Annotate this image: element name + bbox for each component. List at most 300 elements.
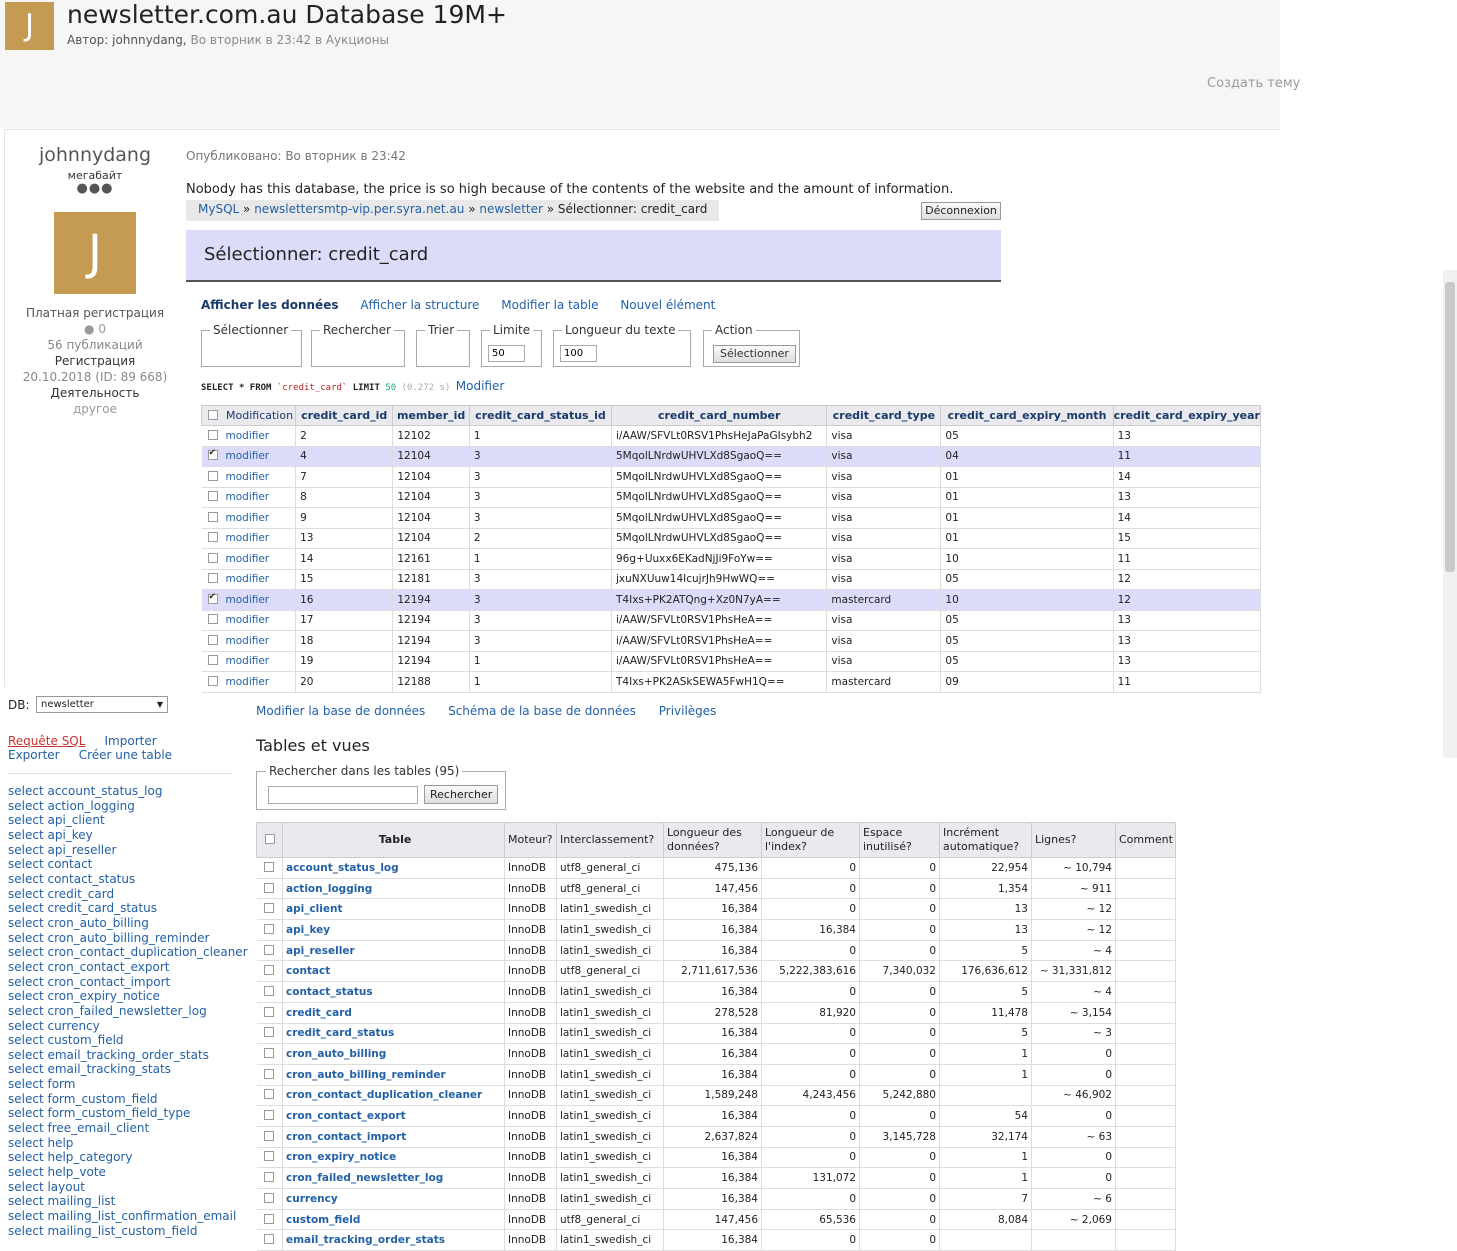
row-checkbox[interactable] xyxy=(264,1069,274,1079)
sidebar-table-link[interactable]: select cron_contact_duplication_cleaner xyxy=(8,945,248,960)
row-select-cell xyxy=(202,631,296,652)
row-modify-link[interactable]: modifier xyxy=(225,532,270,545)
table-cell: 13 xyxy=(1113,487,1260,508)
table-name-link[interactable]: cron_failed_newsletter_log xyxy=(283,1168,505,1189)
table-cell: 12104 xyxy=(393,487,470,508)
table-cell: i/AAW/SFVLt0RSV1PhsHeA== xyxy=(612,610,827,631)
table-cell: 0 xyxy=(860,1023,940,1044)
sidebar-table-link[interactable]: select api_key xyxy=(8,827,93,842)
table-cell: 65,536 xyxy=(762,1209,860,1230)
table-cell: 9 xyxy=(296,508,393,529)
table-cell: InnoDB xyxy=(505,899,557,920)
column-header[interactable]: Comment xyxy=(1116,823,1176,858)
row-modify-link[interactable]: modifier xyxy=(225,552,270,565)
sidebar-table-link[interactable]: select help xyxy=(8,1135,74,1150)
row-checkbox[interactable] xyxy=(264,903,274,913)
table-cell: InnoDB xyxy=(505,1147,557,1168)
table-row xyxy=(202,508,1261,529)
sidebar-table-link[interactable]: select custom_field xyxy=(8,1033,124,1048)
comment-cell xyxy=(1116,920,1176,941)
table-cell: 0 xyxy=(762,1044,860,1065)
table-cell: 01 xyxy=(941,467,1113,488)
comment-cell xyxy=(1116,1168,1176,1189)
create-table-link[interactable]: Créer une table xyxy=(78,748,173,762)
table-cell: 1 xyxy=(940,1168,1032,1189)
table-row xyxy=(257,1085,1176,1106)
table-cell: 12161 xyxy=(393,549,470,570)
rank-dots: ●●● xyxy=(76,181,114,196)
table-cell: 0 xyxy=(860,1044,940,1065)
column-header[interactable]: Longueur de l'index? xyxy=(762,823,860,858)
comment-cell xyxy=(1116,1044,1176,1065)
table-cell: InnoDB xyxy=(505,1044,557,1065)
table-name-link[interactable]: cron_contact_import xyxy=(283,1126,505,1147)
table-name-link[interactable]: action_logging xyxy=(283,878,505,899)
sidebar-table-link[interactable]: select email_tracking_order_stats xyxy=(8,1047,209,1062)
select-submit-button[interactable]: Sélectionner xyxy=(713,345,796,363)
column-header[interactable]: Incrément automatique? xyxy=(940,823,1032,858)
table-cell: 1 xyxy=(469,672,611,693)
sort-fieldset[interactable] xyxy=(416,323,470,367)
column-header[interactable]: credit_card_type xyxy=(827,406,941,426)
table-cell: 5 xyxy=(940,982,1032,1003)
row-select-cell xyxy=(202,549,296,570)
row-select-cell xyxy=(202,610,296,631)
table-cell: 17 xyxy=(296,610,393,631)
table-row xyxy=(257,1126,1176,1147)
comment-cell xyxy=(1116,1147,1176,1168)
column-header[interactable]: member_id xyxy=(393,406,470,426)
table-cell: 1 xyxy=(469,651,611,672)
table-cell: 5MqolLNrdwUHVLXd8SgaoQ== xyxy=(612,528,827,549)
text-length-fieldset xyxy=(553,323,691,367)
table-cell: 0 xyxy=(860,1209,940,1230)
table-cell: utf8_general_ci xyxy=(557,961,664,982)
table-cell: 0 xyxy=(860,1189,940,1210)
column-header[interactable]: Espace inutilisé? xyxy=(860,823,940,858)
chevron-down-icon: ▼ xyxy=(156,700,163,709)
table-cell: ~ 3 xyxy=(1032,1023,1116,1044)
row-checkbox[interactable] xyxy=(264,1172,274,1182)
table-cell: latin1_swedish_ci xyxy=(557,1168,664,1189)
table-name-link[interactable]: email_tracking_order_stats xyxy=(283,1230,505,1251)
row-modify-link[interactable]: modifier xyxy=(225,450,270,463)
column-header[interactable]: credit_card_expiry_month xyxy=(941,406,1113,426)
row-checkbox[interactable] xyxy=(264,945,274,955)
table-header-row xyxy=(202,406,1261,426)
sidebar-table-link[interactable]: select cron_auto_billing_reminder xyxy=(8,930,210,945)
table-name-link[interactable]: account_status_log xyxy=(283,858,505,879)
table-name-link[interactable]: cron_contact_duplication_cleaner xyxy=(283,1085,505,1106)
table-cell: 5,242,880 xyxy=(860,1085,940,1106)
tab-show-data[interactable]: Afficher les données xyxy=(201,298,339,312)
comment-cell xyxy=(1116,1189,1176,1210)
row-checkbox[interactable] xyxy=(264,1193,274,1203)
crumb-db[interactable]: newsletter xyxy=(479,202,543,216)
table-header-row xyxy=(257,823,1176,858)
table-cell: 0 xyxy=(762,858,860,879)
sidebar-table-link[interactable]: select mailing_list_confirmation_email xyxy=(8,1209,237,1224)
table-cell: 96g+Uuxx6EKadNjJi9FoYw== xyxy=(612,549,827,570)
scrollbar-thumb[interactable] xyxy=(1445,282,1455,572)
sidebar-table-link[interactable]: select mailing_list xyxy=(8,1194,116,1209)
sidebar-table-link[interactable]: select contact xyxy=(8,857,93,872)
table-row xyxy=(257,920,1176,941)
row-checkbox[interactable] xyxy=(208,430,218,440)
sql-modify-link[interactable]: Modifier xyxy=(455,379,505,393)
table-cell: latin1_swedish_ci xyxy=(557,982,664,1003)
table-cell: ~ 4 xyxy=(1032,940,1116,961)
limit-input[interactable] xyxy=(488,345,525,362)
sidebar-table-link[interactable]: select email_tracking_stats xyxy=(8,1062,171,1077)
db-label: DB: xyxy=(8,698,30,712)
table-row xyxy=(202,610,1261,631)
table-cell: utf8_general_ci xyxy=(557,1209,664,1230)
table-cell: i/AAW/SFVLt0RSV1PhsHeA== xyxy=(612,631,827,652)
table-name-link[interactable]: api_client xyxy=(283,899,505,920)
row-modify-link[interactable]: modifier xyxy=(225,429,270,442)
table-cell: ~ 12 xyxy=(1032,920,1116,941)
table-cell: utf8_general_ci xyxy=(557,878,664,899)
sql-time: (0.272 s) xyxy=(401,383,451,393)
table-cell: 16,384 xyxy=(664,1147,762,1168)
row-select-cell xyxy=(257,1189,283,1210)
table-cell: latin1_swedish_ci xyxy=(557,1126,664,1147)
fieldset-legend[interactable]: Trier xyxy=(425,323,457,337)
table-cell: 2,711,617,536 xyxy=(664,961,762,982)
db-select[interactable] xyxy=(36,696,168,713)
row-checkbox[interactable] xyxy=(208,512,218,522)
row-checkbox[interactable] xyxy=(264,883,274,893)
row-select-cell xyxy=(257,1106,283,1127)
select-fieldset[interactable] xyxy=(201,323,302,367)
table-tabs xyxy=(201,298,733,312)
sql-keyword: FROM xyxy=(249,383,272,393)
table-cell: 0 xyxy=(860,878,940,899)
table-name-link[interactable]: credit_card xyxy=(283,1002,505,1023)
table-cell: 7 xyxy=(296,467,393,488)
row-checkbox[interactable] xyxy=(264,1110,274,1120)
profile-avatar[interactable]: J xyxy=(54,212,136,294)
row-checkbox[interactable] xyxy=(208,594,218,604)
row-modify-link[interactable]: modifier xyxy=(225,634,270,647)
table-row xyxy=(257,899,1176,920)
table-cell: InnoDB xyxy=(505,1230,557,1251)
sidebar-table-link[interactable]: select cron_expiry_notice xyxy=(8,989,160,1004)
topic-posted: Во вторник в 23:42 в Аукционы xyxy=(190,33,390,47)
table-name-link[interactable]: cron_contact_export xyxy=(283,1106,505,1127)
table-cell: 12 xyxy=(1113,590,1260,611)
row-select-cell xyxy=(257,878,283,899)
table-cell: 3 xyxy=(469,467,611,488)
tab-new-item[interactable]: Nouvel élément xyxy=(620,298,716,312)
search-fieldset[interactable] xyxy=(311,323,405,367)
table-cell: 11 xyxy=(1113,672,1260,693)
table-cell: InnoDB xyxy=(505,1189,557,1210)
sidebar-table-link[interactable]: select form_custom_field xyxy=(8,1091,158,1106)
table-row xyxy=(257,858,1176,879)
table-cell: 0 xyxy=(762,982,860,1003)
table-cell: visa xyxy=(827,467,941,488)
row-checkbox[interactable] xyxy=(208,450,218,460)
post-text: Nobody has this database, the price is so high because of the contents of the website and the amount of information. xyxy=(186,182,954,197)
sidebar-table-link[interactable]: select cron_failed_newsletter_log xyxy=(8,1003,207,1018)
row-checkbox[interactable] xyxy=(264,1027,274,1037)
sidebar-table-link[interactable]: select help_category xyxy=(8,1150,133,1165)
database-schema-link[interactable]: Schéma de la base de données xyxy=(448,704,636,718)
table-cell: visa xyxy=(827,631,941,652)
table-cell: 05 xyxy=(941,651,1113,672)
table-cell: T4Ixs+PK2ATQng+Xz0N7yA== xyxy=(612,590,827,611)
row-checkbox[interactable] xyxy=(264,1131,274,1141)
column-header[interactable]: Table xyxy=(283,823,505,858)
row-checkbox[interactable] xyxy=(264,1234,274,1244)
table-cell xyxy=(1032,1230,1116,1251)
sidebar-table-link[interactable]: select free_email_client xyxy=(8,1121,150,1136)
sidebar-table-link[interactable]: select help_vote xyxy=(8,1165,106,1180)
crumb-server[interactable]: newslettersmtp-vip.per.syra.net.au xyxy=(254,202,465,216)
table-cell: 2 xyxy=(296,426,393,447)
text-length-input[interactable] xyxy=(560,345,597,362)
sidebar-table-link[interactable]: select mailing_list_custom_field xyxy=(8,1223,198,1238)
table-cell: 3 xyxy=(469,446,611,467)
author-avatar[interactable]: J xyxy=(5,2,54,50)
table-name-link[interactable]: credit_card_status xyxy=(283,1023,505,1044)
comment-cell xyxy=(1116,1085,1176,1106)
select-all-checkbox[interactable] xyxy=(208,410,218,420)
table-cell: visa xyxy=(827,528,941,549)
table-cell: 0 xyxy=(860,920,940,941)
sidebar-table-link[interactable]: select api_client xyxy=(8,813,105,828)
row-checkbox[interactable] xyxy=(208,635,218,645)
sidebar-table-link[interactable]: select form_custom_field_type xyxy=(8,1106,191,1121)
select-all-cell xyxy=(257,823,283,858)
sidebar-table-link[interactable]: select credit_card_status xyxy=(8,901,157,916)
sidebar-table-link[interactable]: select credit_card xyxy=(8,886,115,901)
privileges-link[interactable]: Privilèges xyxy=(658,704,717,718)
table-cell: 12194 xyxy=(393,631,470,652)
table-cell: latin1_swedish_ci xyxy=(557,1189,664,1210)
table-cell: 32,174 xyxy=(940,1126,1032,1147)
sql-number: 50 xyxy=(385,383,397,393)
column-header[interactable]: Longueur des données? xyxy=(664,823,762,858)
sidebar-table-link[interactable]: select api_reseller xyxy=(8,842,117,857)
table-cell: 2 xyxy=(469,528,611,549)
table-row xyxy=(257,961,1176,982)
sidebar-table-link[interactable]: select form xyxy=(8,1077,76,1092)
row-select-cell xyxy=(257,982,283,1003)
table-cell: 16,384 xyxy=(664,899,762,920)
row-checkbox[interactable] xyxy=(208,553,218,563)
table-name-link[interactable]: contact_status xyxy=(283,982,505,1003)
scrollbar[interactable] xyxy=(1443,270,1457,758)
table-cell: 176,636,612 xyxy=(940,961,1032,982)
column-header[interactable]: Lignes? xyxy=(1032,823,1116,858)
comment-cell xyxy=(1116,1002,1176,1023)
author-prefix: Автор: xyxy=(67,33,109,47)
table-cell: 12181 xyxy=(393,569,470,590)
row-select-cell xyxy=(202,590,296,611)
row-checkbox[interactable] xyxy=(208,532,218,542)
column-header[interactable]: credit_card_id xyxy=(296,406,393,426)
sidebar-table-link[interactable]: select account_status_log xyxy=(8,784,163,798)
row-select-cell xyxy=(257,1209,283,1230)
column-header[interactable] xyxy=(202,406,296,426)
comment-cell xyxy=(1116,982,1176,1003)
table-cell: ~ 10,794 xyxy=(1032,858,1116,879)
sidebar-table-link[interactable]: select action_logging xyxy=(8,798,135,813)
table-cell: 05 xyxy=(941,610,1113,631)
import-link[interactable]: Importer xyxy=(104,734,157,748)
row-checkbox[interactable] xyxy=(264,924,274,934)
table-cell: latin1_swedish_ci xyxy=(557,1002,664,1023)
fieldset-legend[interactable]: Sélectionner xyxy=(210,323,291,337)
table-cell: 0 xyxy=(860,1230,940,1251)
tab-alter-table[interactable]: Modifier la table xyxy=(501,298,599,312)
row-modify-link[interactable]: modifier xyxy=(225,614,270,627)
row-checkbox[interactable] xyxy=(208,676,218,686)
row-checkbox[interactable] xyxy=(264,986,274,996)
row-modify-link[interactable]: modifier xyxy=(225,675,270,688)
table-name-link[interactable]: api_key xyxy=(283,920,505,941)
column-header[interactable]: Moteur? xyxy=(505,823,557,858)
row-checkbox[interactable] xyxy=(264,1007,274,1017)
table-row xyxy=(202,426,1261,447)
profile-name[interactable]: johnnydang xyxy=(38,144,152,166)
table-cell: 0 xyxy=(762,899,860,920)
crumb-current: Sélectionner: credit_card xyxy=(557,202,708,216)
topic-title: newsletter.com.au Database 19M+ xyxy=(67,0,507,29)
table-cell: InnoDB xyxy=(505,920,557,941)
crumb-mysql[interactable]: MySQL xyxy=(198,202,240,216)
table-search-input[interactable] xyxy=(268,786,418,804)
create-topic-link[interactable]: Создать тему xyxy=(1207,76,1301,91)
table-name-link[interactable]: custom_field xyxy=(283,1209,505,1230)
table-search-button[interactable]: Rechercher xyxy=(424,785,498,804)
table-cell: 3 xyxy=(469,508,611,529)
credit-card-table xyxy=(201,405,1261,693)
row-checkbox[interactable] xyxy=(208,614,218,624)
table-cell: InnoDB xyxy=(505,1085,557,1106)
table-cell: 16 xyxy=(296,590,393,611)
sidebar-links xyxy=(8,734,238,762)
table-name-link[interactable]: cron_expiry_notice xyxy=(283,1147,505,1168)
table-cell: 0 xyxy=(860,982,940,1003)
table-cell: 0 xyxy=(860,940,940,961)
table-cell: 147,456 xyxy=(664,878,762,899)
row-checkbox[interactable] xyxy=(264,862,274,872)
row-modify-link[interactable]: modifier xyxy=(225,491,270,504)
topic-header xyxy=(0,0,1301,128)
row-modify-link[interactable]: modifier xyxy=(225,470,270,483)
table-name-link[interactable]: currency xyxy=(283,1189,505,1210)
column-header[interactable]: Interclassement? xyxy=(557,823,664,858)
tab-show-structure[interactable]: Afficher la structure xyxy=(360,298,480,312)
sidebar-table-link[interactable]: select contact_status xyxy=(8,871,136,886)
export-link[interactable]: Exporter xyxy=(8,748,60,762)
table-cell: InnoDB xyxy=(505,982,557,1003)
fieldset-legend[interactable]: Rechercher xyxy=(320,323,394,337)
db-select-value: newsletter xyxy=(41,699,94,710)
sidebar-table-link[interactable]: select cron_auto_billing xyxy=(8,915,149,930)
sidebar-table-link[interactable]: select cron_contact_import xyxy=(8,974,171,989)
table-name-link[interactable]: cron_auto_billing_reminder xyxy=(283,1064,505,1085)
table-cell: 0 xyxy=(762,1106,860,1127)
comment-cell xyxy=(1116,899,1176,920)
table-cell: 1,354 xyxy=(940,878,1032,899)
table-cell: 0 xyxy=(860,858,940,879)
table-cell: ~ 46,902 xyxy=(1032,1085,1116,1106)
row-checkbox[interactable] xyxy=(264,1089,274,1099)
table-cell: 0 xyxy=(1032,1044,1116,1065)
sidebar xyxy=(0,688,248,1240)
column-header-label[interactable]: Modification xyxy=(226,409,294,422)
table-row xyxy=(257,1209,1176,1230)
row-checkbox[interactable] xyxy=(208,471,218,481)
alter-database-link[interactable]: Modifier la base de données xyxy=(256,704,426,718)
table-cell: 7,340,032 xyxy=(860,961,940,982)
sidebar-table-link[interactable]: select cron_contact_export xyxy=(8,959,170,974)
table-cell: 05 xyxy=(941,426,1113,447)
table-cell: 4,243,456 xyxy=(762,1085,860,1106)
table-cell: 0 xyxy=(762,940,860,961)
row-modify-link[interactable]: modifier xyxy=(225,655,270,668)
table-cell: ~ 6 xyxy=(1032,1189,1116,1210)
row-modify-link[interactable]: modifier xyxy=(225,511,270,524)
author-link[interactable]: johnnydang, xyxy=(112,33,187,47)
table-cell: 0 xyxy=(1032,1147,1116,1168)
column-header[interactable]: credit_card_number xyxy=(612,406,827,426)
row-modify-link[interactable]: modifier xyxy=(225,573,270,586)
row-checkbox[interactable] xyxy=(208,655,218,665)
column-header[interactable]: credit_card_expiry_year xyxy=(1113,406,1260,426)
comment-cell xyxy=(1116,961,1176,982)
table-cell: 22,954 xyxy=(940,858,1032,879)
table-name-link[interactable]: api_reseller xyxy=(283,940,505,961)
row-checkbox[interactable] xyxy=(264,1151,274,1161)
table-name-link[interactable]: cron_auto_billing xyxy=(283,1044,505,1065)
sidebar-table-link[interactable]: select currency xyxy=(8,1018,100,1033)
sql-command-link[interactable]: Requête SQL xyxy=(8,734,86,748)
profile-posts[interactable]: 56 публикаций xyxy=(47,338,143,352)
row-checkbox[interactable] xyxy=(208,573,218,583)
table-cell: 0 xyxy=(860,1064,940,1085)
table-cell: latin1_swedish_ci xyxy=(557,1230,664,1251)
table-cell: 5MqolLNrdwUHVLXd8SgaoQ== xyxy=(612,508,827,529)
logout-button[interactable]: Déconnexion xyxy=(921,202,1001,220)
comment-cell xyxy=(1116,878,1176,899)
row-select-cell xyxy=(202,467,296,488)
row-checkbox[interactable] xyxy=(264,965,274,975)
table-cell: 05 xyxy=(941,631,1113,652)
sidebar-table-link[interactable]: select layout xyxy=(8,1179,85,1194)
row-checkbox[interactable] xyxy=(208,491,218,501)
table-cell: 0 xyxy=(860,1106,940,1127)
column-header[interactable]: credit_card_status_id xyxy=(469,406,611,426)
table-cell: 81,920 xyxy=(762,1002,860,1023)
table-name-link[interactable]: contact xyxy=(283,961,505,982)
table-cell: 1,589,248 xyxy=(664,1085,762,1106)
table-cell: 15 xyxy=(296,569,393,590)
table-cell: 0 xyxy=(1032,1168,1116,1189)
table-cell: latin1_swedish_ci xyxy=(557,1023,664,1044)
select-all-checkbox[interactable] xyxy=(265,834,275,844)
table-cell: 12102 xyxy=(393,426,470,447)
row-checkbox[interactable] xyxy=(264,1214,274,1224)
row-checkbox[interactable] xyxy=(264,1048,274,1058)
table-cell: 12194 xyxy=(393,590,470,611)
row-modify-link[interactable]: modifier xyxy=(225,593,270,606)
